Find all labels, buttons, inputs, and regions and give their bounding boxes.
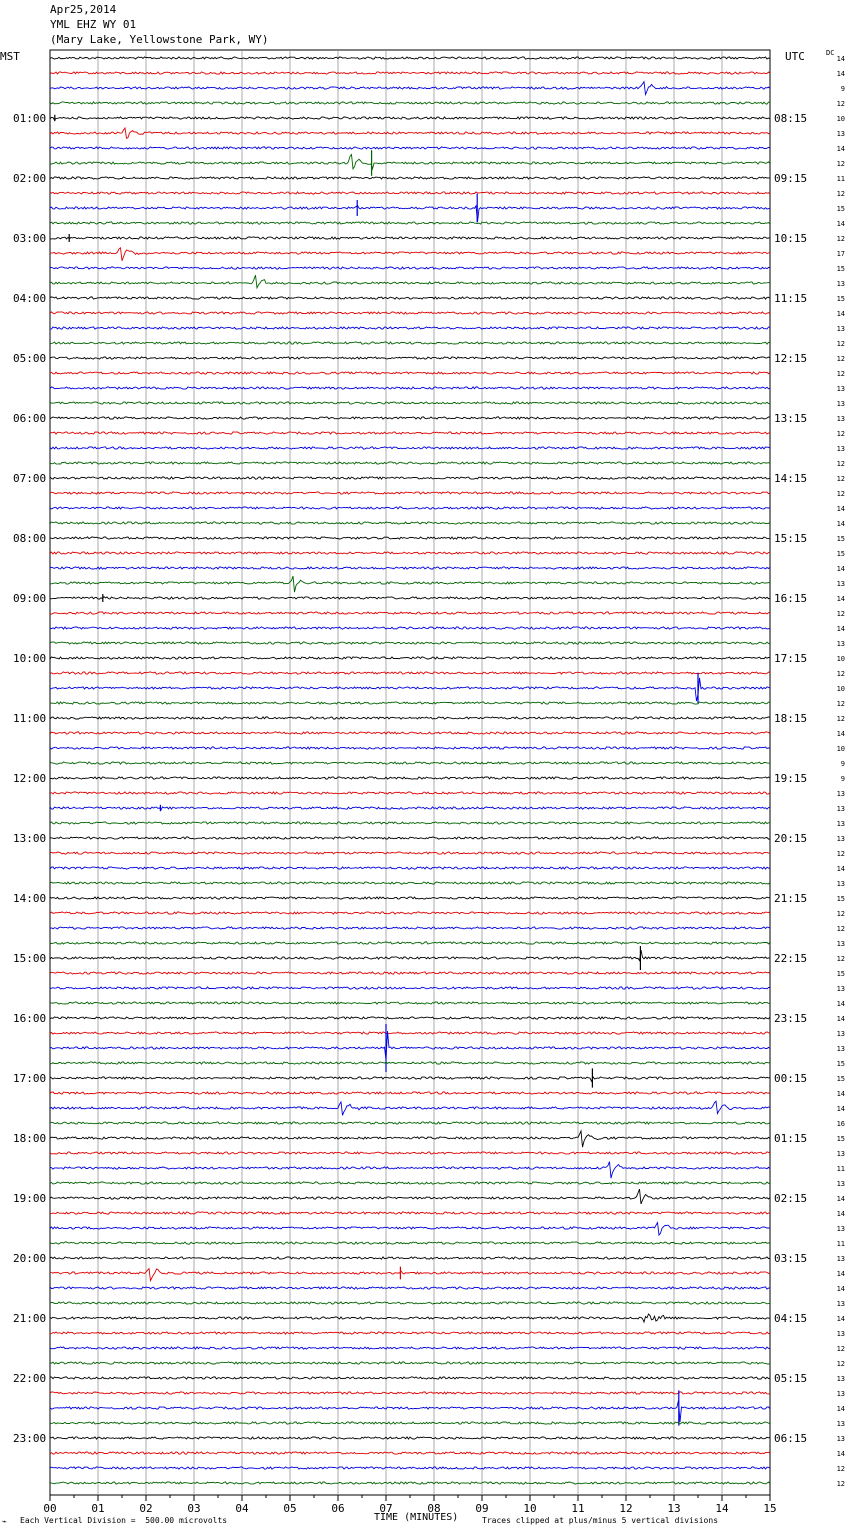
trace-line [50, 507, 770, 509]
trace-line [50, 552, 770, 554]
dc-value: 15 [836, 895, 845, 903]
left-hour-label: 18:00 [13, 1132, 47, 1145]
trace-line [50, 867, 770, 869]
dc-value: 10 [836, 655, 845, 663]
trace-line [50, 102, 770, 104]
left-hour-label: 13:00 [13, 832, 47, 845]
trace-line [50, 1452, 770, 1454]
dc-value: 14 [836, 1210, 845, 1218]
dc-value: 14 [836, 565, 845, 573]
trace-line [50, 222, 770, 224]
trace-line [50, 147, 770, 149]
trace-line [50, 1131, 770, 1147]
dc-value: 15 [836, 205, 845, 213]
dc-value: 10 [836, 115, 845, 123]
trace-line [50, 950, 770, 961]
right-hour-label: 00:15 [774, 1072, 808, 1085]
plot-frame [50, 50, 770, 1495]
dc-value: 15 [836, 1060, 845, 1068]
dc-value: 13 [836, 1375, 845, 1383]
dc-value: 12 [836, 910, 845, 918]
trace-line [50, 1287, 770, 1289]
right-hour-label: 22:15 [774, 952, 808, 965]
dc-value: 9 [840, 760, 845, 768]
trace-line [50, 1162, 770, 1179]
left-hour-label: 04:00 [13, 292, 47, 305]
trace-line [50, 1482, 770, 1484]
dc-value: 12 [836, 460, 845, 468]
trace-line [50, 1392, 770, 1394]
dc-value: 15 [836, 1075, 845, 1083]
dc-value: 12 [836, 370, 845, 378]
left-hour-label: 21:00 [13, 1312, 47, 1325]
trace-line [50, 1101, 770, 1115]
right-hour-label: 16:15 [774, 592, 808, 605]
trace-line [50, 1092, 770, 1094]
left-hour-label: 12:00 [13, 772, 47, 785]
trace-line [50, 357, 770, 359]
trace-line [50, 678, 770, 701]
left-hour-label: 10:00 [13, 652, 47, 665]
trace-line [50, 612, 770, 614]
trace-line [50, 747, 770, 749]
dc-value: 9 [840, 85, 845, 93]
left-hour-label: 16:00 [13, 1012, 47, 1025]
right-hour-label: 02:15 [774, 1192, 808, 1205]
trace-line [50, 1467, 770, 1469]
dc-value: 11 [836, 1165, 845, 1173]
dc-value: 13 [836, 130, 845, 138]
trace-line [50, 205, 770, 222]
left-hour-label: 11:00 [13, 712, 47, 725]
dc-value: 12 [836, 850, 845, 858]
left-hour-label: 23:00 [13, 1432, 47, 1445]
trace-line [50, 762, 770, 764]
trace-line [50, 1422, 770, 1424]
dc-value: 13 [836, 880, 845, 888]
dc-value: 14 [836, 595, 845, 603]
left-hour-label: 05:00 [13, 352, 47, 365]
trace-line [50, 1182, 770, 1184]
dc-value: 14 [836, 1090, 845, 1098]
trace-line [50, 1347, 770, 1349]
dc-value: 13 [836, 580, 845, 588]
dc-value: 14 [836, 1405, 845, 1413]
trace-line [50, 387, 770, 389]
x-tick-label: 01 [91, 1502, 105, 1515]
dc-value: 14 [836, 865, 845, 873]
trace-line [50, 82, 770, 95]
right-hour-label: 06:15 [774, 1432, 808, 1445]
trace-line [50, 1031, 770, 1060]
trace-line [50, 342, 770, 344]
clip-note: Traces clipped at plus/minus 5 vertical divisions [482, 1516, 719, 1525]
trace-line [50, 1152, 770, 1154]
right-hour-label: 13:15 [774, 412, 808, 425]
trace-line [50, 1077, 770, 1082]
dc-value: 13 [836, 1045, 845, 1053]
trace-line [50, 117, 770, 120]
trace-line [50, 402, 770, 404]
left-hour-label: 15:00 [13, 952, 47, 965]
x-tick-label: 04 [235, 1502, 249, 1515]
dc-value: 12 [836, 925, 845, 933]
dc-value: 10 [836, 685, 845, 693]
trace-line [50, 912, 770, 914]
trace-line [50, 576, 770, 592]
left-hour-label: 08:00 [13, 532, 47, 545]
trace-line [50, 72, 770, 74]
trace-line [50, 1062, 770, 1064]
x-tick-label: 06 [331, 1502, 345, 1515]
trace-line [50, 1302, 770, 1304]
right-hour-label: 12:15 [774, 352, 808, 365]
dc-value: 13 [836, 325, 845, 333]
dc-value: 14 [836, 55, 845, 63]
x-tick-label: 03 [187, 1502, 201, 1515]
trace-line [50, 732, 770, 734]
x-tick-label: 15 [763, 1502, 777, 1515]
trace-line [50, 1242, 770, 1244]
dc-value: 15 [836, 1135, 845, 1143]
dc-value: 12 [836, 610, 845, 618]
right-hour-label: 04:15 [774, 1312, 808, 1325]
trace-line [50, 717, 770, 719]
dc-value: 13 [836, 820, 845, 828]
dc-value: 17 [836, 250, 845, 258]
dc-value: 14 [836, 310, 845, 318]
trace-line [50, 882, 770, 884]
trace-line [50, 642, 770, 644]
dc-value: 12 [836, 340, 845, 348]
dc-value: 14 [836, 220, 845, 228]
trace-line [50, 987, 770, 989]
trace-line [50, 1257, 770, 1259]
dc-value: 13 [836, 1300, 845, 1308]
trace-line [50, 672, 770, 674]
dc-value: 13 [836, 280, 845, 288]
dc-value: 13 [836, 940, 845, 948]
dc-value: 14 [836, 70, 845, 78]
trace-line [50, 432, 770, 434]
right-hour-label: 23:15 [774, 1012, 808, 1025]
trace-line [50, 477, 770, 479]
dc-value: 12 [836, 700, 845, 708]
dc-value: 9 [840, 775, 845, 783]
dc-value: 15 [836, 970, 845, 978]
dc-value: 13 [836, 1435, 845, 1443]
left-hour-label: 19:00 [13, 1192, 47, 1205]
dc-value: 14 [836, 1450, 845, 1458]
trace-line [50, 155, 770, 169]
trace-line [50, 1269, 770, 1281]
trace-line [50, 128, 770, 138]
trace-line [50, 537, 770, 539]
dc-value: 14 [836, 1000, 845, 1008]
dc-value: 14 [836, 1270, 845, 1278]
trace-line [50, 807, 770, 810]
left-hour-label: 03:00 [13, 232, 47, 245]
trace-line [50, 248, 770, 261]
dc-value: 14 [836, 1015, 845, 1023]
dc-value: 10 [836, 745, 845, 753]
dc-value: 13 [836, 1180, 845, 1188]
right-hour-label: 15:15 [774, 532, 808, 545]
trace-line [50, 792, 770, 794]
right-hour-label: 09:15 [774, 172, 808, 185]
dc-value: 14 [836, 520, 845, 528]
dc-value: 13 [836, 445, 845, 453]
dc-value: 13 [836, 1255, 845, 1263]
dc-value: 11 [836, 175, 845, 183]
trace-line [50, 1332, 770, 1334]
dc-value: 12 [836, 670, 845, 678]
right-hour-label: 01:15 [774, 1132, 808, 1145]
right-hour-label: 05:15 [774, 1372, 808, 1385]
dc-value: 13 [836, 1420, 845, 1428]
trace-line [50, 522, 770, 524]
dc-value: 15 [836, 265, 845, 273]
dc-value: 14 [836, 145, 845, 153]
left-timezone-label: MST [0, 50, 20, 63]
right-hour-label: 18:15 [774, 712, 808, 725]
dc-value: 13 [836, 1030, 845, 1038]
x-tick-label: 07 [379, 1502, 393, 1515]
x-tick-label: 00 [43, 1502, 57, 1515]
header-location: (Mary Lake, Yellowstone Park, WY) [50, 33, 269, 46]
x-tick-label: 13 [667, 1502, 681, 1515]
dc-value: 14 [836, 730, 845, 738]
trace-line [50, 275, 770, 288]
dc-value: 12 [836, 160, 845, 168]
dc-value: 13 [836, 385, 845, 393]
trace-line [50, 627, 770, 629]
trace-line [50, 1400, 770, 1422]
right-hour-label: 03:15 [774, 1252, 808, 1265]
dc-value: 15 [836, 535, 845, 543]
trace-line [50, 417, 770, 419]
trace-line [50, 492, 770, 494]
trace-line [50, 852, 770, 854]
right-hour-label: 21:15 [774, 892, 808, 905]
right-hour-label: 19:15 [774, 772, 808, 785]
trace-line [50, 942, 770, 944]
trace-line [50, 57, 770, 59]
dc-value: 11 [836, 1240, 845, 1248]
trace-line [50, 1002, 770, 1004]
x-axis-title: TIME (MINUTES) [374, 1512, 459, 1523]
x-tick-label: 14 [715, 1502, 729, 1515]
x-tick-label: 12 [619, 1502, 633, 1515]
trace-line [50, 267, 770, 269]
trace-line [50, 192, 770, 194]
dc-value: 14 [836, 1315, 845, 1323]
dc-value: 16 [836, 1120, 845, 1128]
scale-note: Each Vertical Division = 500.00 microvolts [20, 1516, 228, 1525]
trace-line [50, 927, 770, 929]
x-tick-label: 10 [523, 1502, 537, 1515]
trace-line [50, 1189, 770, 1204]
dc-value: 15 [836, 295, 845, 303]
header-date: Apr25,2014 [50, 3, 117, 16]
right-hour-label: 14:15 [774, 472, 808, 485]
dc-value: 13 [836, 1330, 845, 1338]
left-hour-label: 09:00 [13, 592, 47, 605]
dc-value: 12 [836, 235, 845, 243]
right-hour-label: 08:15 [774, 112, 808, 125]
trace-line [50, 1377, 770, 1379]
dc-value: 13 [836, 1390, 845, 1398]
left-hour-label: 02:00 [13, 172, 47, 185]
x-tick-label: 11 [571, 1502, 585, 1515]
dc-value: 12 [836, 955, 845, 963]
dc-value: 12 [836, 1360, 845, 1368]
dc-value: 12 [836, 190, 845, 198]
x-tick-label: 08 [427, 1502, 441, 1515]
trace-line [50, 447, 770, 449]
trace-line [50, 1223, 770, 1236]
dc-value: 12 [836, 1465, 845, 1473]
trace-line [50, 822, 770, 824]
dc-value: 13 [836, 790, 845, 798]
dc-value: 13 [836, 400, 845, 408]
dc-value: 15 [836, 550, 845, 558]
trace-line [50, 372, 770, 374]
left-hour-label: 14:00 [13, 892, 47, 905]
trace-line [50, 597, 770, 599]
dc-value: 12 [836, 1480, 845, 1488]
dc-value: 13 [836, 1225, 845, 1233]
trace-line [50, 777, 770, 779]
right-hour-label: 17:15 [774, 652, 808, 665]
header-station: YML EHZ WY 01 [50, 18, 137, 31]
trace-line [50, 327, 770, 329]
trace-line [50, 297, 770, 299]
trace-line [50, 1122, 770, 1124]
dc-value: 13 [836, 985, 845, 993]
dc-value: 13 [836, 640, 845, 648]
x-tick-label: 05 [283, 1502, 297, 1515]
trace-line [50, 177, 770, 179]
left-hour-label: 22:00 [13, 1372, 47, 1385]
right-timezone-label: UTC [785, 50, 805, 63]
trace-line [50, 1017, 770, 1019]
trace-line [50, 702, 770, 704]
dc-value: 14 [836, 505, 845, 513]
right-hour-label: 10:15 [774, 232, 808, 245]
dc-value: 13 [836, 415, 845, 423]
dc-value: 14 [836, 1105, 845, 1113]
left-hour-label: 07:00 [13, 472, 47, 485]
trace-line [50, 312, 770, 314]
dc-value: 12 [836, 100, 845, 108]
left-hour-label: 17:00 [13, 1072, 47, 1085]
trace-line [50, 1032, 770, 1034]
trace-line [50, 567, 770, 569]
dc-value: 12 [836, 1345, 845, 1353]
left-hour-label: 06:00 [13, 412, 47, 425]
dc-column-label: DC [826, 49, 835, 57]
trace-line [50, 1314, 770, 1322]
trace-line [50, 1362, 770, 1364]
trace-line [50, 897, 770, 899]
dc-value: 12 [836, 715, 845, 723]
dc-value: 14 [836, 625, 845, 633]
dc-value: 13 [836, 805, 845, 813]
left-hour-label: 20:00 [13, 1252, 47, 1265]
right-hour-label: 20:15 [774, 832, 808, 845]
dc-value: 13 [836, 1150, 845, 1158]
dc-value: 12 [836, 475, 845, 483]
dc-value: 14 [836, 1285, 845, 1293]
trace-line [50, 972, 770, 974]
trace-line [50, 237, 770, 239]
left-hour-label: 01:00 [13, 112, 47, 125]
trace-line [50, 837, 770, 839]
dc-value: 14 [836, 1195, 845, 1203]
dc-value: 12 [836, 430, 845, 438]
right-hour-label: 11:15 [774, 292, 808, 305]
dc-value: 13 [836, 835, 845, 843]
dc-value: 12 [836, 355, 845, 363]
trace-line [50, 462, 770, 464]
dc-value: 12 [836, 490, 845, 498]
trace-line [50, 1437, 770, 1439]
x-tick-label: 09 [475, 1502, 489, 1515]
trace-line [50, 1212, 770, 1214]
x-tick-label: 02 [139, 1502, 153, 1515]
trace-line [50, 657, 770, 659]
footer-mark: ⌁ [2, 1517, 7, 1526]
